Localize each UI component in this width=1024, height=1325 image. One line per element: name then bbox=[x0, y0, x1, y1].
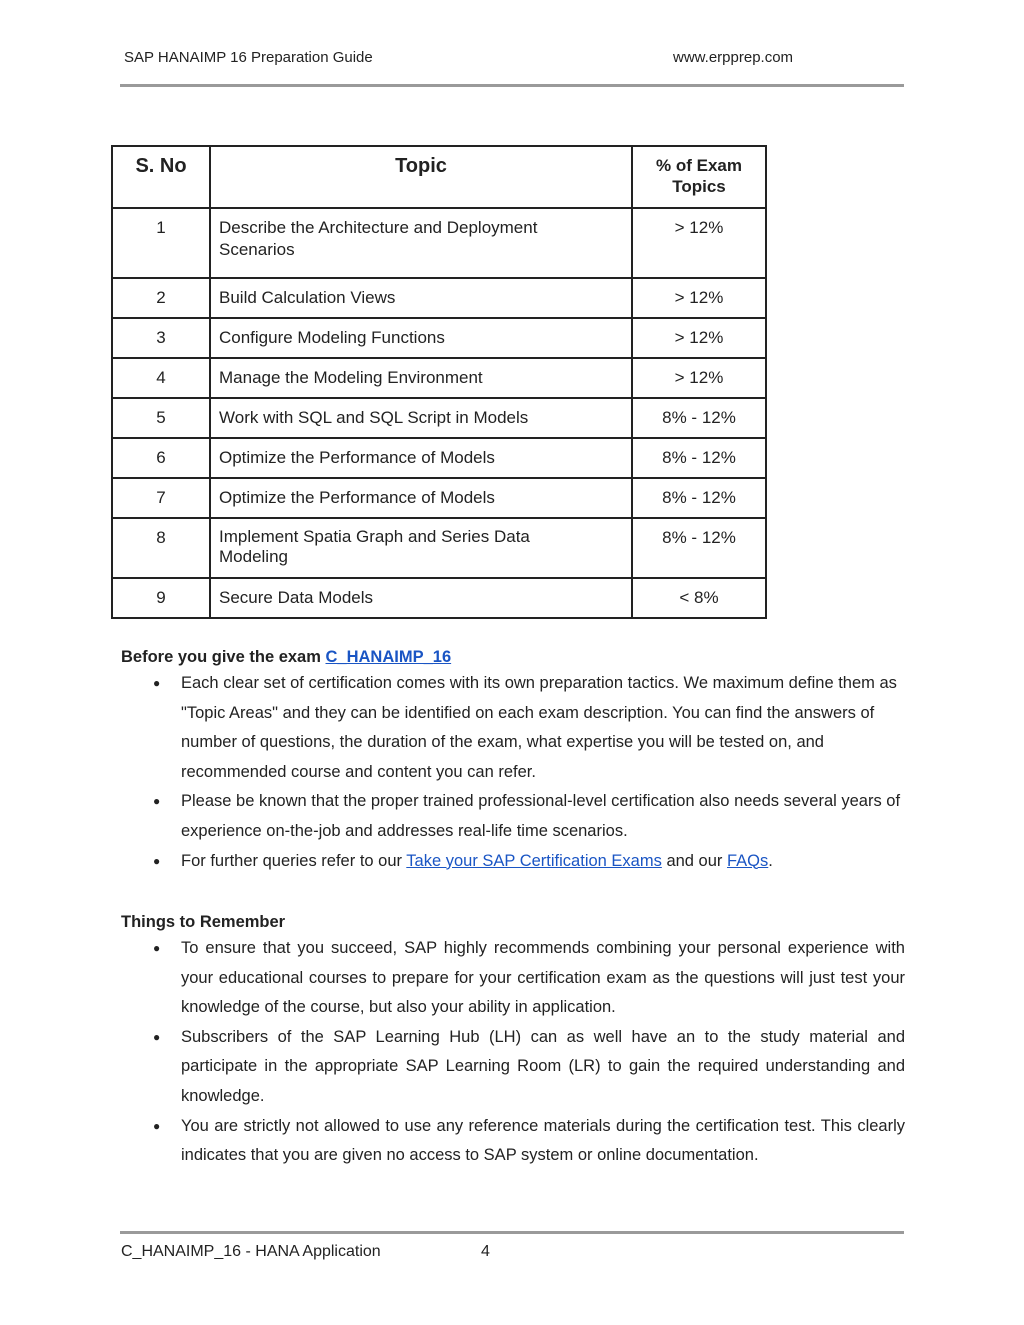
row-topic: Secure Data Models bbox=[210, 578, 632, 618]
table-row bbox=[112, 398, 766, 438]
row-percent: 8% - 12% bbox=[632, 478, 766, 518]
page-number: 4 bbox=[481, 1243, 490, 1260]
footer-doc-name: C_HANAIMP_16 - HANA Application bbox=[121, 1243, 381, 1260]
table-row bbox=[112, 358, 766, 398]
list-item bbox=[121, 1112, 905, 1171]
things-to-remember-list bbox=[121, 934, 905, 1171]
row-topic-line1: Implement Spatia Graph and Series Data bbox=[219, 527, 530, 546]
row-percent: 8% - 12% bbox=[632, 518, 766, 578]
faqs-link[interactable]: FAQs bbox=[727, 851, 769, 870]
bullet-icon: ● bbox=[153, 853, 161, 868]
table-row bbox=[112, 318, 766, 358]
row-number: 5 bbox=[112, 398, 210, 438]
row-topic bbox=[210, 208, 632, 278]
column-header-sno: S. No bbox=[112, 146, 210, 208]
table-row bbox=[112, 518, 766, 578]
column-header-topic: Topic bbox=[210, 146, 632, 208]
row-topic-line2: Modeling bbox=[219, 547, 288, 566]
list-item bbox=[121, 1023, 905, 1112]
row-percent: < 8% bbox=[632, 578, 766, 618]
header-title: SAP HANAIMP 16 Preparation Guide bbox=[124, 49, 373, 66]
table-row bbox=[112, 208, 766, 278]
exam-topics-table bbox=[111, 145, 767, 619]
list-item bbox=[121, 847, 905, 877]
column-header-percent-line2: Topics bbox=[672, 177, 726, 196]
queries-suffix: . bbox=[768, 851, 773, 870]
bullet-icon: ● bbox=[153, 941, 161, 955]
row-topic: Configure Modeling Functions bbox=[210, 318, 632, 358]
header-divider bbox=[120, 84, 904, 87]
certification-exams-link[interactable]: Take your SAP Certification Exams bbox=[406, 851, 662, 870]
row-number: 8 bbox=[112, 518, 210, 578]
header-website: www.erpprep.com bbox=[673, 49, 794, 66]
things-to-remember-section bbox=[121, 910, 905, 1171]
table-header-row bbox=[112, 146, 766, 208]
queries-prefix: For further queries refer to our bbox=[181, 851, 407, 870]
list-item-text: You are strictly not allowed to use any reference materials during the certification test. This clearly indicates that you are given no access to SAP system or online documentation. bbox=[181, 1116, 905, 1165]
row-topic: Optimize the Performance of Models bbox=[210, 438, 632, 478]
row-topic-line1: Describe the Architecture and Deployment bbox=[219, 218, 538, 237]
row-topic: Optimize the Performance of Models bbox=[210, 478, 632, 518]
row-number: 7 bbox=[112, 478, 210, 518]
column-header-percent-line1: % of Exam bbox=[656, 156, 742, 175]
bullet-icon: ● bbox=[153, 794, 161, 809]
row-topic-line2: Scenarios bbox=[219, 240, 295, 259]
exam-code-link[interactable]: C_HANAIMP_16 bbox=[325, 648, 452, 666]
table-row bbox=[112, 278, 766, 318]
before-exam-title: Before you give the exam bbox=[121, 648, 321, 666]
list-item-text: Each clear set of certification comes with its own preparation tactics. We maximum define them as "Topic Areas" and they can be identified on each exam description. You can find the answers of number of questions, the duration of the exam, what expertise you will be tested on, and recommended course and content you can refer. bbox=[181, 674, 897, 781]
row-number: 4 bbox=[112, 358, 210, 398]
row-percent: > 12% bbox=[632, 278, 766, 318]
things-to-remember-heading: Things to Remember bbox=[121, 913, 286, 931]
list-item-text: Subscribers of the SAP Learning Hub (LH) can as well have an to the study material and participate in the appropriate SAP Learning Room (LR) to gain the required understanding and knowledge. bbox=[181, 1027, 905, 1105]
before-exam-list bbox=[121, 669, 905, 876]
row-number: 6 bbox=[112, 438, 210, 478]
column-header-percent bbox=[632, 146, 766, 208]
before-exam-heading bbox=[121, 645, 905, 669]
bullet-icon: ● bbox=[153, 1118, 161, 1133]
row-percent: 8% - 12% bbox=[632, 438, 766, 478]
row-topic bbox=[210, 518, 632, 578]
row-number: 9 bbox=[112, 578, 210, 618]
row-number: 1 bbox=[112, 208, 210, 278]
footer-divider bbox=[120, 1231, 904, 1234]
row-percent: > 12% bbox=[632, 208, 766, 278]
list-item bbox=[121, 934, 905, 1023]
bullet-icon: ● bbox=[153, 676, 161, 690]
row-number: 2 bbox=[112, 278, 210, 318]
row-percent: 8% - 12% bbox=[632, 398, 766, 438]
row-topic: Manage the Modeling Environment bbox=[210, 358, 632, 398]
table-row bbox=[112, 478, 766, 518]
list-item-text: To ensure that you succeed, SAP highly recommends combining your personal experience with your educational courses to prepare for your certification exam as the questions will just test your knowledge of the course, but also your ability in application. bbox=[181, 939, 905, 1017]
row-number: 3 bbox=[112, 318, 210, 358]
row-topic: Build Calculation Views bbox=[210, 278, 632, 318]
before-exam-section bbox=[121, 645, 905, 876]
row-percent: > 12% bbox=[632, 358, 766, 398]
list-item-text: Please be known that the proper trained professional-level certification also needs several years of experience on-the-job and addresses real-life time scenarios. bbox=[181, 792, 901, 840]
row-percent: > 12% bbox=[632, 318, 766, 358]
table-row bbox=[112, 578, 766, 618]
list-item bbox=[121, 669, 905, 787]
bullet-icon: ● bbox=[153, 1029, 161, 1044]
list-item bbox=[121, 787, 905, 846]
queries-middle: and our bbox=[661, 851, 727, 870]
row-topic: Work with SQL and SQL Script in Models bbox=[210, 398, 632, 438]
table-row bbox=[112, 438, 766, 478]
